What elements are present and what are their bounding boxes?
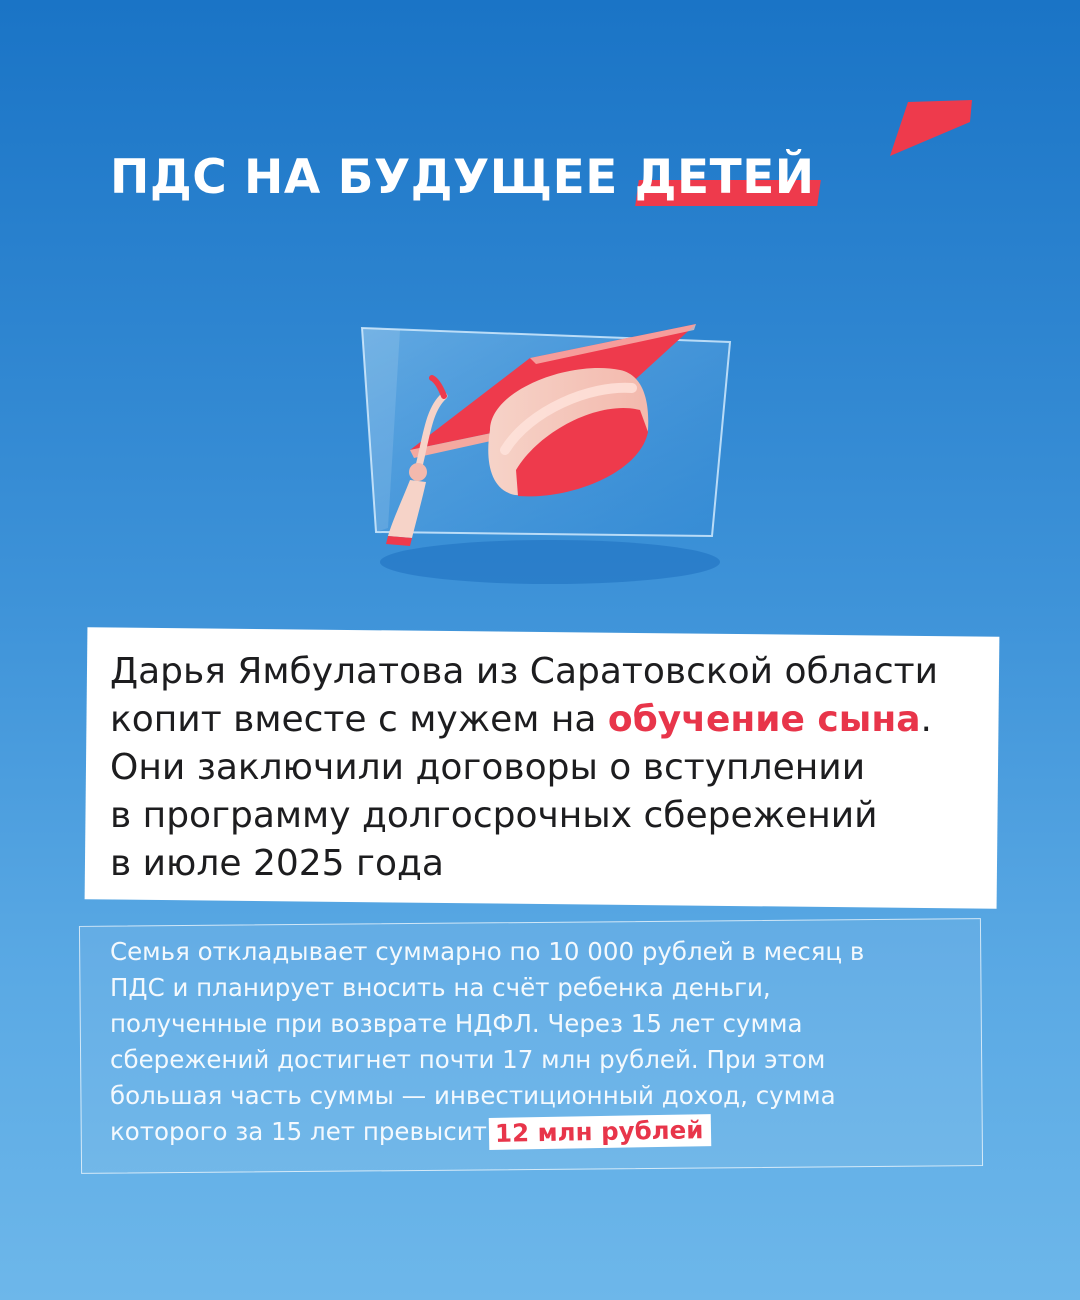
details-text [110, 934, 980, 1150]
page-title-highlight: ДЕТЕЙ [635, 148, 815, 208]
story-line: Дарья Ямбулатова из Саратовской области [110, 651, 938, 692]
details-line: Семья откладывает суммарно по 10 000 рублей в месяц в [110, 937, 865, 966]
details-line [110, 1114, 980, 1150]
story-line: в июле 2025 года [110, 843, 444, 884]
details-line: полученные при возврате НДФЛ. Через 15 лет сумма [110, 1009, 803, 1038]
details-line: большая часть суммы — инвестиционный доход, сумма [110, 1081, 836, 1110]
details-line-prefix: которого за 15 лет превысит [110, 1117, 487, 1146]
page-title-main: ПДС НА БУДУЩЕЕ [110, 150, 635, 205]
details-line: сбережений достигнет почти 17 млн рублей. При этом [110, 1045, 826, 1074]
graduation-cap-icon [340, 300, 760, 600]
story-text [110, 648, 990, 888]
details-line: ПДС и планирует вносить на счёт ребенка деньги, [110, 973, 771, 1002]
story-line-prefix: копит вместе с мужем на [110, 699, 608, 740]
corner-flag-shape [886, 98, 976, 160]
story-line: Они заключили договоры о вступлении [110, 747, 866, 788]
page-title [110, 148, 815, 208]
story-line [110, 696, 990, 744]
story-line-suffix: . [920, 699, 932, 740]
story-line: в программу долгосрочных сбережений [110, 795, 878, 836]
story-accent: обучение сына [607, 699, 921, 740]
amount-badge: 12 млн рублей [489, 1114, 712, 1150]
